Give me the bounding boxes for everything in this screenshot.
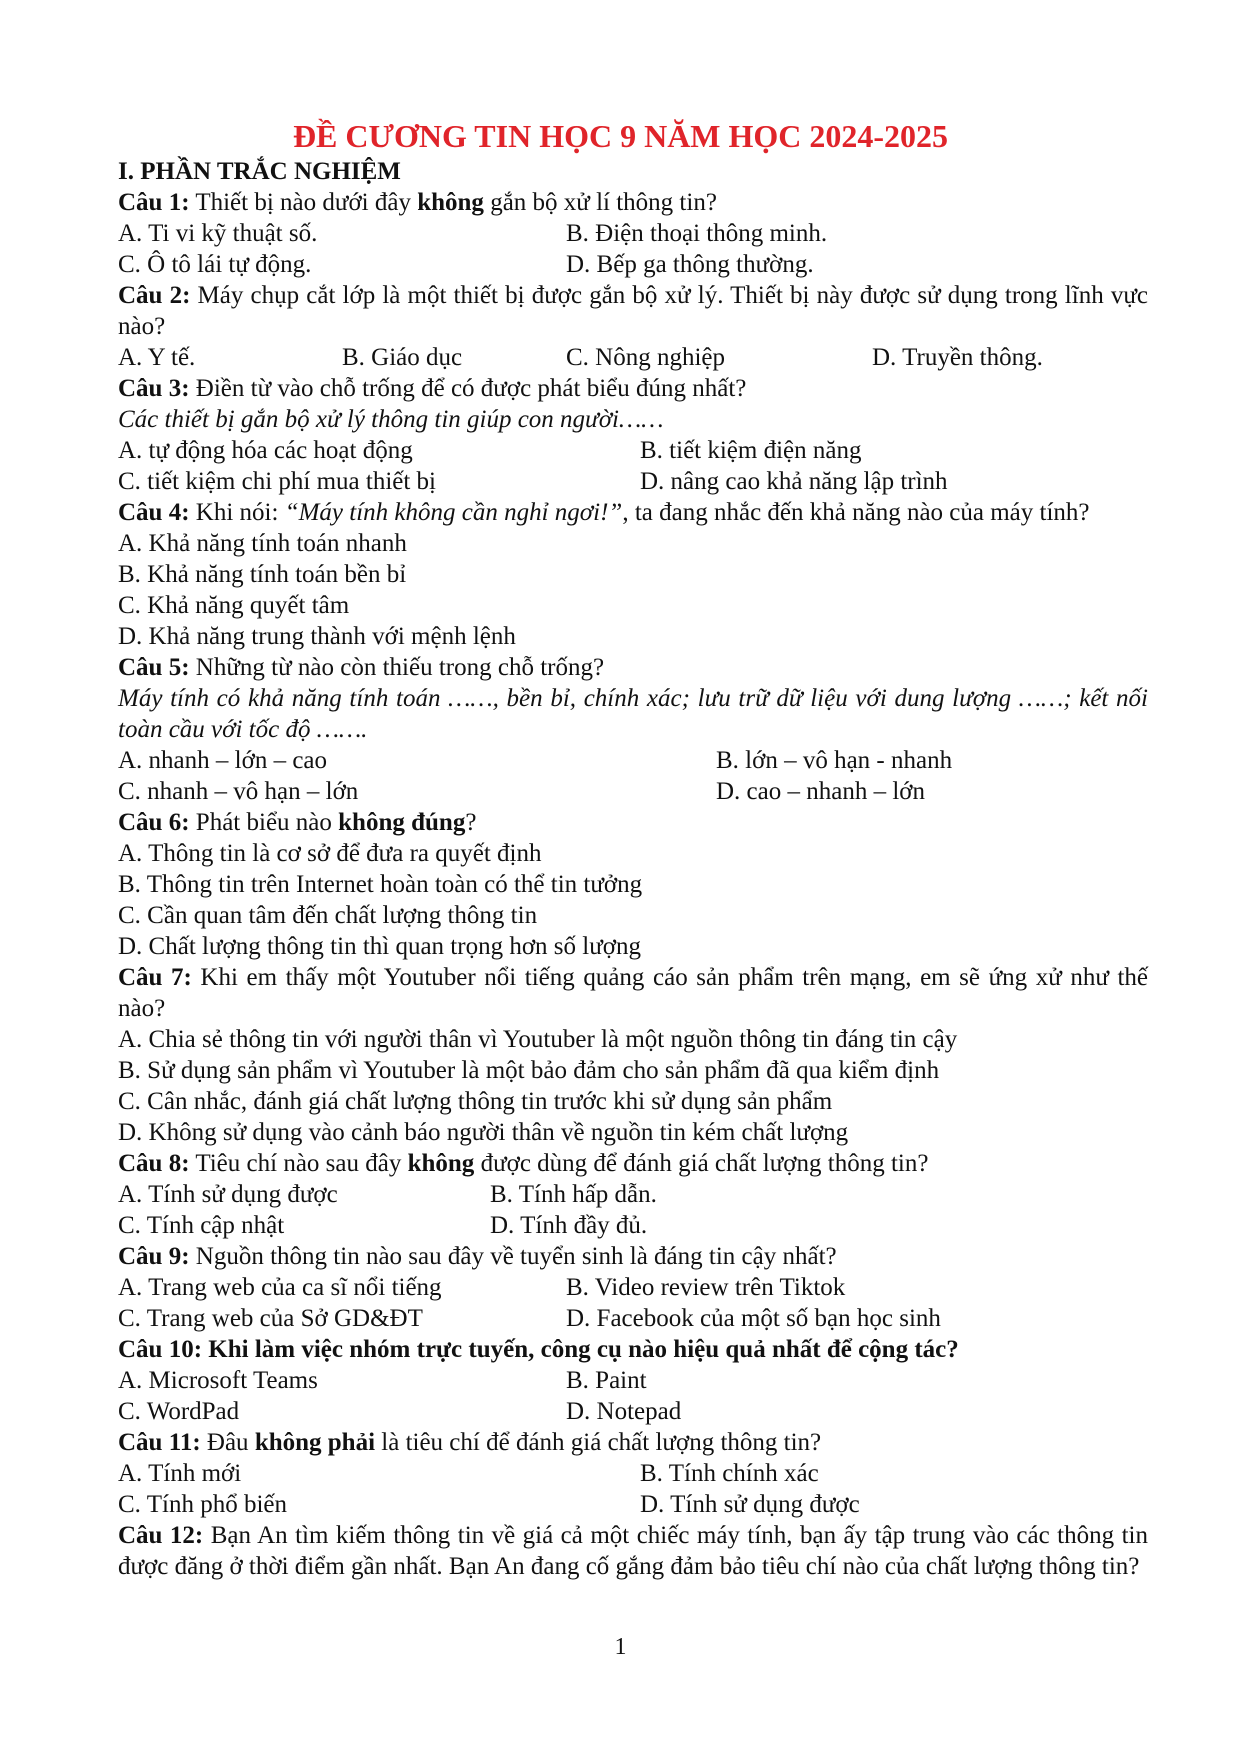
answer-a: A. Thông tin là cơ sở để đưa ra quyết định <box>118 840 542 867</box>
answer-row <box>118 1210 1148 1241</box>
answer-b: B. Tính hấp dẫn. <box>490 1181 657 1208</box>
answer-d: D. Khả năng trung thành với mệnh lệnh <box>118 623 516 650</box>
question-statement: Máy tính có khả năng tính toán ……, bền bỉ, chính xác; lưu trữ dữ liệu với dung lượng ……; kết nối toàn cầu với tốc độ ……. <box>118 685 1148 743</box>
answer-a: A. tự động hóa các hoạt động <box>118 437 413 464</box>
question-text: , ta đang nhắc đến khả năng nào của máy tính? <box>622 499 1090 526</box>
answer-row <box>118 342 1148 373</box>
question-7 <box>118 962 1148 1024</box>
emphasis-text: không <box>407 1150 475 1177</box>
answer-b: B. Khả năng tính toán bền bỉ <box>118 561 407 588</box>
answer-row <box>118 776 1148 807</box>
question-text: được dùng để đánh giá chất lượng thông tin? <box>474 1150 929 1177</box>
answer-a: A. Y tế. <box>118 344 196 371</box>
answer-row <box>118 745 1148 776</box>
answer-c: C. Ô tô lái tự động. <box>118 251 312 278</box>
question-3 <box>118 373 1148 404</box>
question-9 <box>118 1241 1148 1272</box>
answer-c: C. nhanh – vô hạn – lớn <box>118 778 359 805</box>
answer-b: B. Giáo dục <box>342 344 463 371</box>
answer-d: D. cao – nhanh – lớn <box>716 778 926 805</box>
answer-d: D. Bếp ga thông thường. <box>566 251 814 278</box>
question-text: Phát biểu nào <box>189 809 339 836</box>
answer-row <box>118 1365 1148 1396</box>
question-11 <box>118 1427 1148 1458</box>
answer-a: A. Trang web của ca sĩ nổi tiếng <box>118 1274 442 1301</box>
answer-c: C. Nông nghiệp <box>566 344 726 371</box>
question-text: Tiêu chí nào sau đây <box>189 1150 408 1177</box>
page-number: 1 <box>614 1634 627 1660</box>
question-text: Nguồn thông tin nào sau đây về tuyển sinh là đáng tin cậy nhất? <box>189 1243 837 1270</box>
answer-c: C. WordPad <box>118 1398 240 1425</box>
question-statement: Các thiết bị gắn bộ xử lý thông tin giúp con người…… <box>118 406 664 433</box>
answer-d: D. Facebook của một số bạn học sinh <box>566 1305 941 1332</box>
answer-row <box>118 1396 1148 1427</box>
question-8 <box>118 1148 1148 1179</box>
answer-d: D. Không sử dụng vào cảnh báo người thân về nguồn tin kém chất lượng <box>118 1119 849 1146</box>
answer-b: B. Sử dụng sản phẩm vì Youtuber là một bảo đảm cho sản phẩm đã qua kiểm định <box>118 1057 940 1084</box>
question-4 <box>118 497 1148 528</box>
answer-row <box>118 1489 1148 1520</box>
answer-d: D. nâng cao khả năng lập trình <box>640 468 948 495</box>
question-10 <box>118 1334 1148 1365</box>
answer-row <box>118 1179 1148 1210</box>
question-label: Câu 11: <box>118 1429 201 1456</box>
answer-d: D. Tính sử dụng được <box>640 1491 860 1518</box>
answer-b: B. Điện thoại thông minh. <box>566 220 828 247</box>
answer-a: A. nhanh – lớn – cao <box>118 747 328 774</box>
answer-a: A. Microsoft Teams <box>118 1367 318 1394</box>
emphasis-text: không <box>417 189 484 216</box>
answer-row <box>118 218 1148 249</box>
answer-row <box>118 1458 1148 1489</box>
question-5 <box>118 652 1148 683</box>
answer-c: C. Tính cập nhật <box>118 1212 285 1239</box>
answer-row <box>118 466 1148 497</box>
question-text: Khi nói: <box>189 499 285 526</box>
quote-text: “Máy tính không cần nghỉ ngơi!” <box>284 499 623 526</box>
answer-a: A. Khả năng tính toán nhanh <box>118 530 407 557</box>
question-label: Câu 9: <box>118 1243 190 1270</box>
question-6 <box>118 807 1148 838</box>
answer-a: A. Chia sẻ thông tin với người thân vì Youtuber là một nguồn thông tin đáng tin cậy <box>118 1026 958 1053</box>
answer-c: C. Tính phổ biến <box>118 1491 287 1518</box>
answer-b: B. Thông tin trên Internet hoàn toàn có thể tin tưởng <box>118 871 643 898</box>
answer-d: D. Tính đầy đủ. <box>490 1212 648 1239</box>
question-label: Câu 2: <box>118 282 191 309</box>
question-text: Những từ nào còn thiếu trong chỗ trống? <box>189 654 605 681</box>
question-label: Câu 6: <box>118 809 190 836</box>
question-label: Câu 12: <box>118 1522 204 1549</box>
answer-row <box>118 1272 1148 1303</box>
answer-c: C. Cần quan tâm đến chất lượng thông tin <box>118 902 538 929</box>
question-text: Đâu <box>200 1429 255 1456</box>
answer-d: D. Truyền thông. <box>872 344 1043 371</box>
section-heading: I. PHẦN TRẮC NGHIỆM <box>118 158 401 185</box>
document-content <box>118 156 1148 1582</box>
answer-b: B. Paint <box>566 1367 647 1394</box>
emphasis-text: không phải <box>254 1429 376 1456</box>
answer-b: B. Tính chính xác <box>640 1460 819 1487</box>
answer-d: D. Notepad <box>566 1398 682 1425</box>
question-label: Câu 1: <box>118 189 190 216</box>
question-text: gắn bộ xử lí thông tin? <box>483 189 717 216</box>
answer-b: B. Video review trên Tiktok <box>566 1274 846 1301</box>
answer-c: C. tiết kiệm chi phí mua thiết bị <box>118 468 437 495</box>
document-title: ĐỀ CƯƠNG TIN HỌC 9 NĂM HỌC 2024-2025 <box>292 118 949 154</box>
answer-row <box>118 249 1148 280</box>
question-text: Điền từ vào chỗ trống để có được phát biểu đúng nhất? <box>189 375 747 402</box>
question-text: Máy chụp cắt lớp là một thiết bị được gắn bộ xử lý. Thiết bị này được sử dụng trong lĩnh vực nào? <box>118 282 1148 340</box>
question-text: là tiêu chí để đánh giá chất lượng thông tin? <box>375 1429 822 1456</box>
question-text: Khi em thấy một Youtuber nổi tiếng quảng cáo sản phẩm trên mạng, em sẽ ứng xử như thế nào? <box>118 964 1148 1022</box>
answer-row <box>118 1303 1148 1334</box>
question-label: Câu 7: <box>118 964 192 991</box>
question-text: ? <box>465 809 477 836</box>
question-text: Bạn An tìm kiếm thông tin về giá cả một chiếc máy tính, bạn ấy tập trung vào các thông tin được đăng ở thời điểm gần nhất. Bạn An đang cố gắng đảm bảo tiêu chí nào của chất lượng thông tin? <box>118 1522 1148 1580</box>
question-label: Câu 8: <box>118 1150 190 1177</box>
question-text: Khi làm việc nhóm trực tuyến, công cụ nào hiệu quả nhất để cộng tác? <box>202 1336 959 1363</box>
emphasis-text: không đúng <box>338 809 466 836</box>
question-12 <box>118 1520 1148 1582</box>
question-label: Câu 4: <box>118 499 190 526</box>
answer-row <box>118 435 1148 466</box>
question-text: Thiết bị nào dưới đây <box>189 189 418 216</box>
question-label: Câu 5: <box>118 654 190 681</box>
answer-a: A. Tính sử dụng được <box>118 1181 338 1208</box>
question-1 <box>118 187 1148 218</box>
answer-d: D. Chất lượng thông tin thì quan trọng hơn số lượng <box>118 933 641 960</box>
answer-c: C. Khả năng quyết tâm <box>118 592 350 619</box>
answer-a: A. Ti vi kỹ thuật số. <box>118 220 318 247</box>
answer-b: B. lớn – vô hạn - nhanh <box>716 747 953 774</box>
answer-b: B. tiết kiệm điện năng <box>640 437 862 464</box>
question-2 <box>118 280 1148 342</box>
answer-c: C. Trang web của Sở GD&ĐT <box>118 1305 423 1332</box>
question-label: Câu 3: <box>118 375 190 402</box>
question-label: Câu 10: <box>118 1336 203 1363</box>
answer-c: C. Cân nhắc, đánh giá chất lượng thông tin trước khi sử dụng sản phẩm <box>118 1088 833 1115</box>
answer-a: A. Tính mới <box>118 1460 242 1487</box>
